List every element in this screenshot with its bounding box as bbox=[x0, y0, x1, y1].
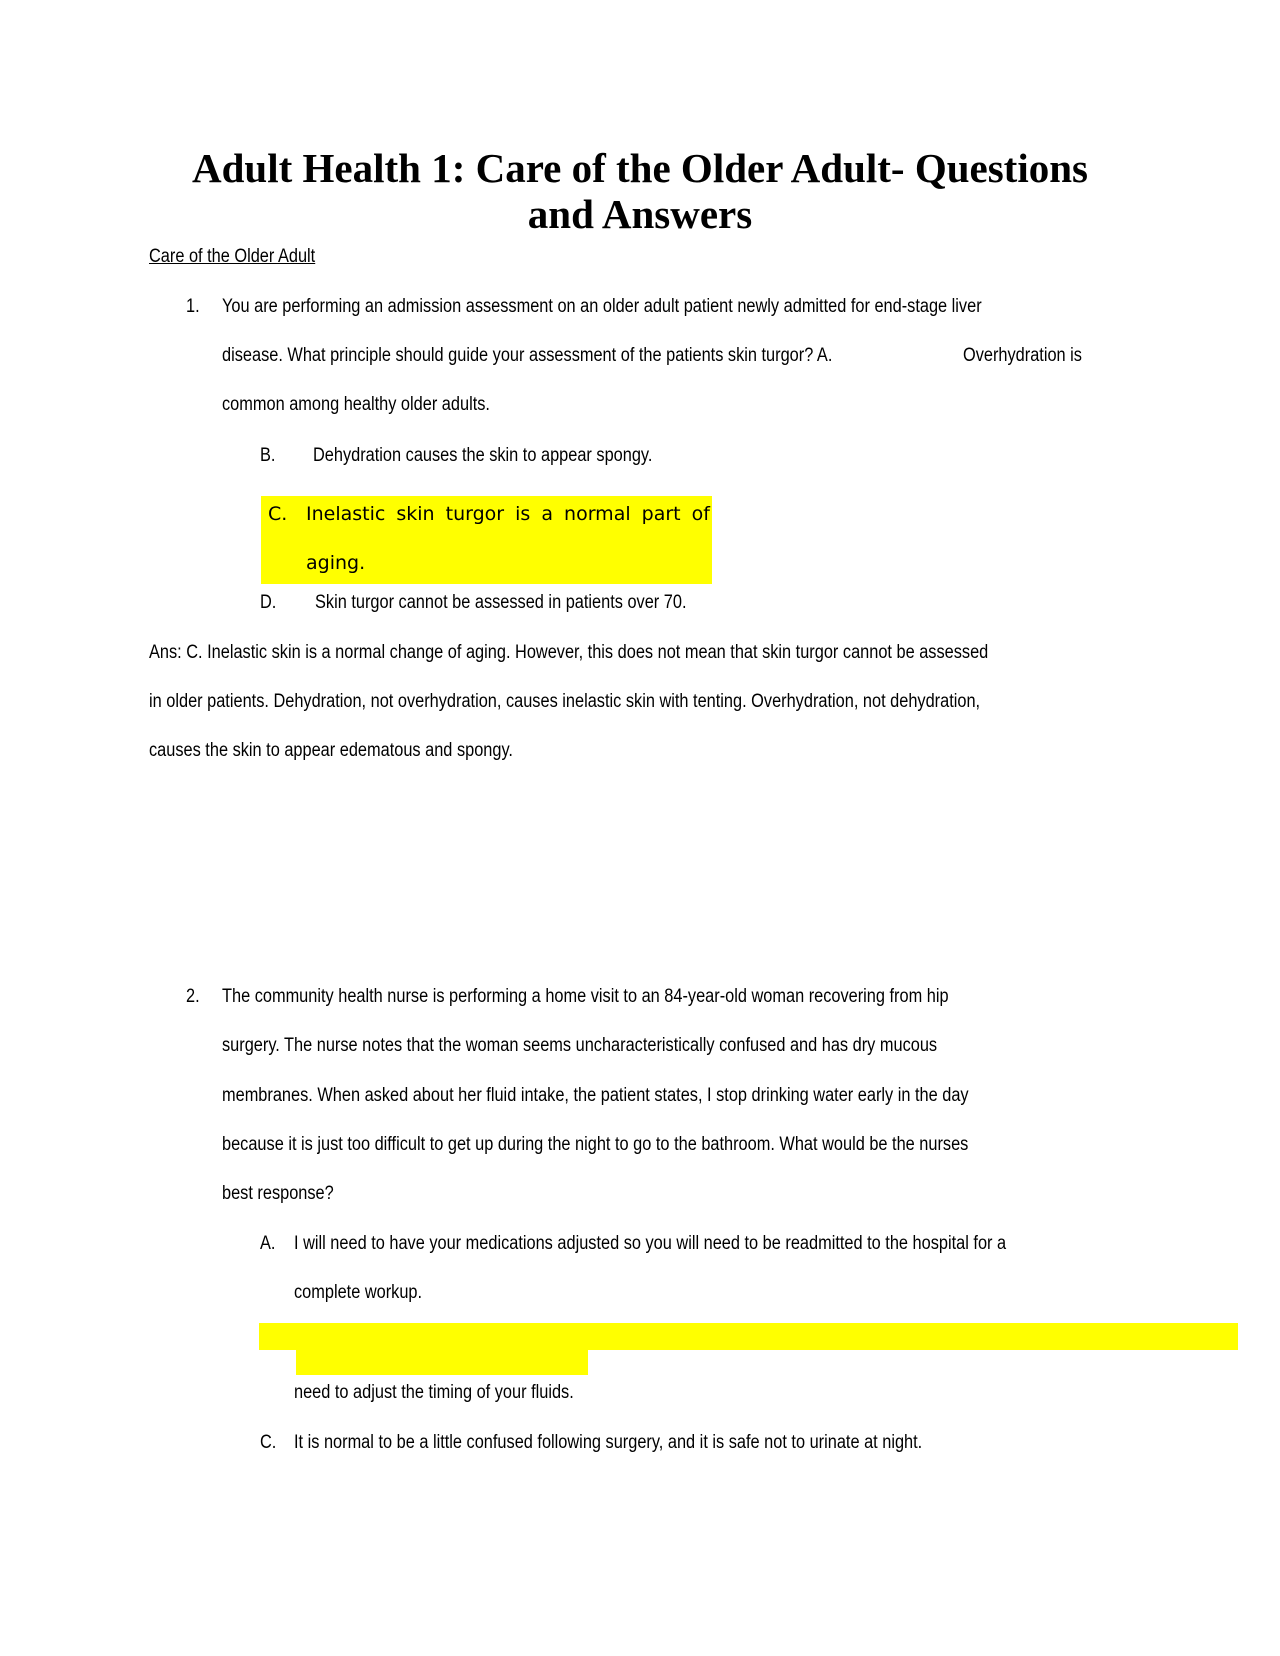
question1-stem-line1: You are performing an admission assessment on an older adult patient newly admitted for end-stage liver bbox=[222, 296, 982, 317]
question1-number: 1. bbox=[186, 296, 200, 317]
question2-number: 2. bbox=[186, 986, 200, 1007]
question2-option-b-line2: need to adjust the timing of your fluids. bbox=[294, 1382, 574, 1403]
question2-option-c-text: It is normal to be a little confused following surgery, and it is safe not to urinate at night. bbox=[294, 1432, 923, 1453]
question2-stem-line5: best response? bbox=[222, 1183, 334, 1204]
page-title-line2: and Answers bbox=[527, 191, 753, 237]
question2-answer-highlight-bottom bbox=[296, 1349, 588, 1375]
question1-option-c-line2: aging. bbox=[306, 552, 366, 574]
question2-answer-highlight-top bbox=[259, 1323, 1238, 1350]
question1-option-a-text: Overhydration is bbox=[963, 345, 1082, 366]
question1-option-c-letter: C. bbox=[268, 503, 288, 525]
question1-answer-line2: in older patients. Dehydration, not overhydration, causes inelastic skin with tenting. Overhydration, not dehydration, bbox=[149, 691, 981, 712]
question1-option-c-line1: Inelastic skin turgor is a normal part of bbox=[306, 503, 710, 525]
question2-stem-line4: because it is just too difficult to get up during the night to go to the bathroom. What would be the nurses bbox=[222, 1134, 969, 1155]
question2-option-a-line1: I will need to have your medications adjusted so you will need to be readmitted to the hospital for a bbox=[294, 1233, 1007, 1254]
question1-option-d-letter: D. bbox=[260, 592, 277, 613]
question1-option-b-letter: B. bbox=[260, 445, 276, 466]
question1-stem-line2: disease. What principle should guide your assessment of the patients skin turgor? A. bbox=[222, 345, 833, 366]
question1-option-d-text: Skin turgor cannot be assessed in patients over 70. bbox=[315, 592, 687, 613]
question2-option-a-line2: complete workup. bbox=[294, 1282, 423, 1303]
question2-option-a-letter: A. bbox=[260, 1233, 276, 1254]
question2-option-c-letter: C. bbox=[260, 1432, 277, 1453]
question2-stem-line2: surgery. The nurse notes that the woman seems uncharacteristically confused and has dry mucous bbox=[222, 1035, 938, 1056]
question1-answer-line1: Ans: C. Inelastic skin is a normal change of aging. However, this does not mean that skin turgor cannot be assessed bbox=[149, 642, 989, 663]
question1-stem-line3: common among healthy older adults. bbox=[222, 394, 490, 415]
question1-answer-line3: causes the skin to appear edematous and spongy. bbox=[149, 740, 513, 761]
question2-stem-line3: membranes. When asked about her fluid intake, the patient states, I stop drinking water early in the day bbox=[222, 1085, 969, 1106]
section-heading: Care of the Older Adult bbox=[149, 246, 316, 267]
page-title-line1: Adult Health 1: Care of the Older Adult- Questions bbox=[192, 145, 1088, 191]
question1-option-b-text: Dehydration causes the skin to appear spongy. bbox=[313, 445, 653, 466]
question2-stem-line1: The community health nurse is performing a home visit to an 84-year-old woman recovering from hip bbox=[222, 986, 949, 1007]
